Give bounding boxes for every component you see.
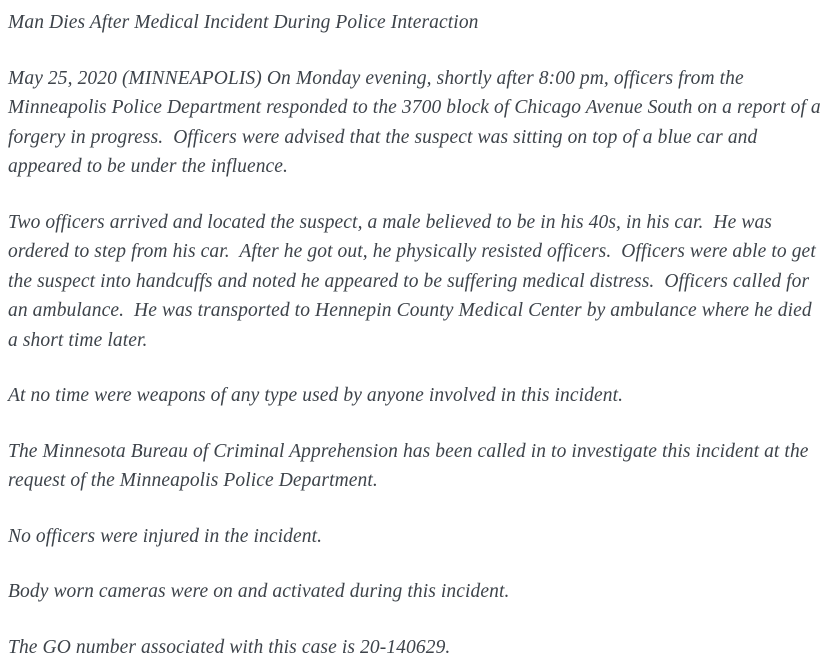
paragraph: The GO number associated with this case is 20-140629. <box>8 633 822 662</box>
paragraph: The Minnesota Bureau of Criminal Apprehension has been called in to investigate this incident at the request of the Minneapolis Police Department. <box>8 437 822 496</box>
paragraph: Body worn cameras were on and activated during this incident. <box>8 577 822 607</box>
paragraph: Two officers arrived and located the suspect, a male believed to be in his 40s, in his car. He was ordered to step from his car. After he got out, he physically resisted officers. Officers were able to get the suspect into handcuffs and noted he appeared to be suffering medical distress. Officers called for an ambulance. He was transported to Hennepin County Medical Center by ambulance where he died a short time later. <box>8 208 822 356</box>
paragraph: No officers were injured in the incident. <box>8 522 822 552</box>
paragraph: May 25, 2020 (MINNEAPOLIS) On Monday evening, shortly after 8:00 pm, officers from the Minneapolis Police Department responded to the 3700 block of Chicago Avenue South on a report of a forgery in progress. Officers were advised that the suspect was sitting on top of a blue car and appeared to be under the influence. <box>8 64 822 182</box>
page-title: Man Dies After Medical Incident During Police Interaction <box>8 8 822 38</box>
article-body <box>8 64 822 662</box>
paragraph: At no time were weapons of any type used by anyone involved in this incident. <box>8 381 822 411</box>
